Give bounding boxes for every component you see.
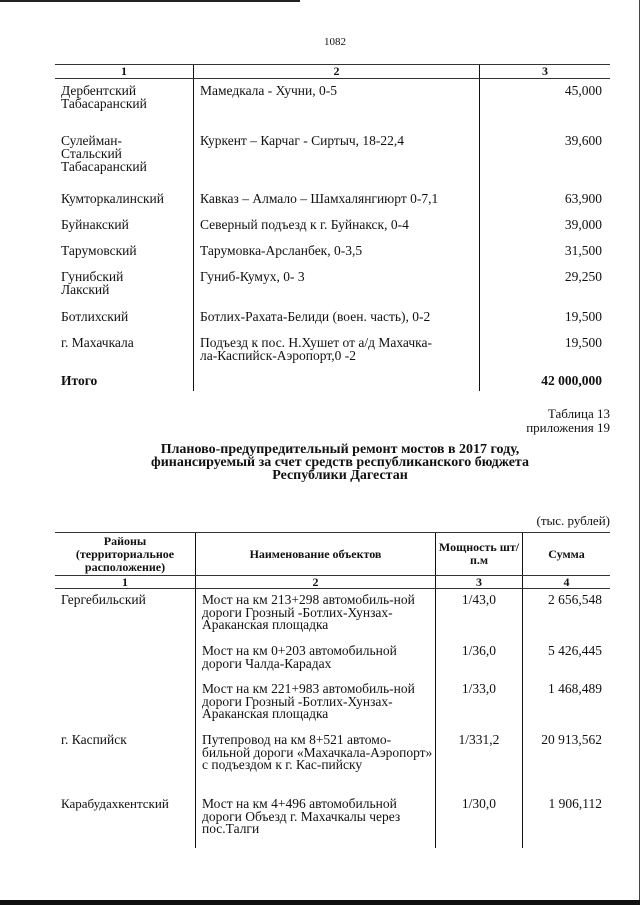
- object-cell: Мамедкала - Хучни, 0-5: [193, 79, 479, 129]
- table-row: [55, 79, 610, 129]
- amount-cell: 20 913,562: [522, 729, 610, 793]
- table-row: [55, 678, 610, 729]
- appendix-number: приложения 19: [526, 420, 610, 435]
- col-number: 3: [435, 576, 522, 588]
- table-row: [55, 589, 610, 640]
- amount-cell: 39,000: [479, 213, 610, 239]
- header-districts: Районы (территориальное расположение): [75, 533, 175, 574]
- scan-edge-bottom: [0, 900, 640, 905]
- object-cell: Северный подъезд к г. Буйнакск, 0-4: [193, 213, 479, 239]
- table-row: [55, 305, 610, 331]
- object-cell: Мост на км 4+496 автомобильной дороги Объезд г. Махачкалы через пос.Талги: [195, 793, 435, 848]
- col-number: 2: [193, 65, 479, 78]
- object-cell: Подъезд к пос. Н.Хушет от а/д Махачка-ла-Каспийск-Аэропорт,0 -2: [193, 331, 479, 369]
- table-row: [55, 331, 610, 369]
- district-cell: Ботлихский: [61, 309, 129, 324]
- table-row: [55, 187, 610, 213]
- empty-cell: [193, 369, 479, 391]
- total-amount: 42 000,000: [479, 369, 610, 391]
- table-row: [55, 129, 610, 187]
- district-cell: Кумторкалинский: [61, 191, 164, 206]
- amount-cell: 1 906,112: [522, 793, 610, 848]
- capacity-cell: 1/331,2: [435, 729, 522, 793]
- col-number: 4: [522, 576, 610, 588]
- table-row: [55, 640, 610, 678]
- table-reference: [526, 407, 610, 435]
- section-title: [60, 443, 620, 482]
- table-row: [55, 793, 610, 848]
- district-cell: Гергебильский: [61, 592, 146, 607]
- object-cell: Мост на км 0+203 автомобильной дороги Чалда-Карадах: [195, 640, 435, 678]
- district-cell: Буйнакский: [61, 217, 129, 232]
- column-numbers: [55, 576, 610, 589]
- district-cell: г. Каспийск: [61, 732, 127, 747]
- capacity-cell: 1/30,0: [435, 793, 522, 848]
- total-label: Итого: [61, 373, 98, 388]
- page-number: 1082: [324, 36, 346, 48]
- header-objects: Наименование объектов: [195, 533, 435, 575]
- object-cell: Гуниб-Кумух, 0- 3: [193, 265, 479, 305]
- amount-cell: 39,600: [479, 129, 610, 187]
- amount-cell: 5 426,445: [522, 640, 610, 678]
- capacity-cell: 1/33,0: [435, 678, 522, 729]
- header-amount: Сумма: [522, 533, 610, 575]
- amount-cell: 19,500: [479, 331, 610, 369]
- district-cell: [55, 640, 195, 678]
- table-row: [55, 729, 610, 793]
- table-row: [55, 265, 610, 305]
- object-cell: Тарумовка-Арсланбек, 0-3,5: [193, 239, 479, 265]
- object-cell: Куркент – Карчаг - Сиртыч, 18-22,4: [193, 129, 479, 187]
- col-number: 1: [121, 64, 127, 78]
- object-cell: Мост на км 221+983 автомобиль-ной дороги Грозный -Ботлих-Хунзах-Араканская площадка: [195, 678, 435, 729]
- table-header: [55, 64, 610, 79]
- district-cell: Карабудахкентский: [61, 796, 169, 811]
- bridges-table: [55, 532, 610, 848]
- col-number: 1: [122, 575, 128, 589]
- table-number: Таблица 13: [547, 406, 610, 421]
- capacity-cell: 1/43,0: [435, 589, 522, 640]
- amount-cell: 2 656,548: [522, 589, 610, 640]
- roads-table: [55, 64, 610, 391]
- district-cell: Тарумовский: [61, 243, 137, 258]
- object-cell: Мост на км 213+298 автомобиль-ной дороги Грозный -Ботлих-Хунзах-Араканская площадка: [195, 589, 435, 640]
- amount-cell: 31,500: [479, 239, 610, 265]
- amount-cell: 63,900: [479, 187, 610, 213]
- amount-cell: 19,500: [479, 305, 610, 331]
- title-line: Планово-предупредительный ремонт мостов в 2017 году,: [160, 442, 520, 457]
- scan-edge-top: [0, 0, 300, 2]
- district-cell: Дербентский Табасаранский: [61, 83, 147, 111]
- district-cell: Сулейман-Стальский Табасаранский: [61, 133, 147, 174]
- table-header: [55, 532, 610, 576]
- amount-cell: 1 468,489: [522, 678, 610, 729]
- header-capacity: Мощность шт/п.м: [435, 533, 522, 575]
- district-cell: [55, 678, 195, 729]
- col-number: 3: [479, 65, 610, 78]
- capacity-cell: 1/36,0: [435, 640, 522, 678]
- district-cell: Гунибский Лакский: [61, 269, 124, 297]
- object-cell: Ботлих-Рахата-Белиди (воен. часть), 0-2: [193, 305, 479, 331]
- total-row: [55, 369, 610, 391]
- col-number: 2: [195, 576, 435, 588]
- title-line: Республики Дагестан: [272, 468, 408, 483]
- object-cell: Кавказ – Алмало – Шамхалянгиюрт 0-7,1: [193, 187, 479, 213]
- table-row: [55, 213, 610, 239]
- object-cell: Путепровод на км 8+521 автомо-бильной дороги «Махачкала-Аэропорт» с подъездом к г. Кас-пийску: [195, 729, 435, 793]
- amount-cell: 45,000: [479, 79, 610, 129]
- title-line: финансируемый за счет средств республиканского бюджета: [151, 455, 529, 470]
- district-cell: г. Махачкала: [61, 335, 134, 350]
- table-row: [55, 239, 610, 265]
- amount-cell: 29,250: [479, 265, 610, 305]
- units-label: (тыс. рублей): [536, 513, 610, 528]
